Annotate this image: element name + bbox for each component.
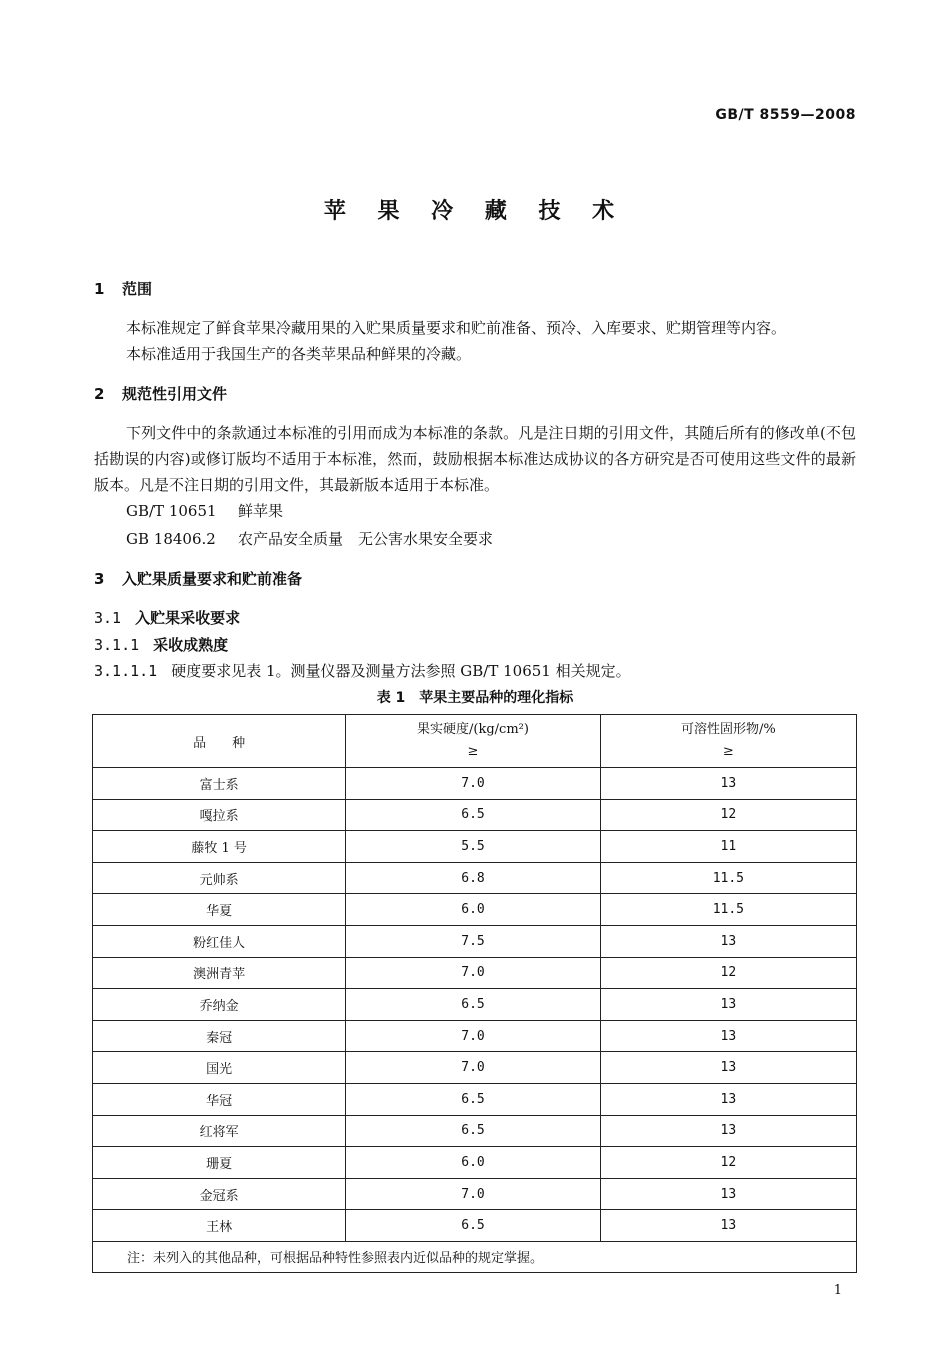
page-number: 1 [833,1283,842,1298]
cell-variety: 国光 [93,1052,346,1084]
document-code: GB/T 8559—2008 [715,107,856,123]
header-hardness-symbol: ≥ [467,744,479,759]
cell-hardness: 7.0 [346,957,600,989]
cell-hardness: 6.0 [346,894,600,926]
cell-variety: 乔纳金 [93,989,346,1021]
reference-name: 鲜苹果 [238,502,284,520]
section-title: 入贮果采收要求 [135,609,241,627]
section-number: 3.1.1.1 [94,662,158,680]
header-variety: 品 种 [93,715,346,768]
section-1-heading [94,278,152,299]
cell-hardness: 6.5 [346,1210,600,1242]
header-solids-symbol: ≥ [722,744,734,759]
variety-indicator-table [92,714,857,1273]
table-row [93,989,857,1021]
header-solids [600,715,856,768]
cell-solids: 13 [600,768,856,800]
cell-solids: 11.5 [600,894,856,926]
section-3-1-1-1-clause [94,658,631,684]
cell-solids: 13 [600,1083,856,1115]
cell-variety: 珊夏 [93,1147,346,1179]
reference-code: GB 18406.2 [126,530,216,548]
cell-variety: 富士系 [93,768,346,800]
cell-solids: 11.5 [600,862,856,894]
cell-hardness: 6.5 [346,799,600,831]
cell-hardness: 6.0 [346,1147,600,1179]
cell-solids: 11 [600,831,856,863]
cell-solids: 12 [600,957,856,989]
table-row [93,768,857,800]
reference-name: 农产品安全质量 无公害水果安全要求 [238,530,494,548]
table-row [93,1083,857,1115]
header-hardness-label: 果实硬度/(kg/cm²) [417,722,529,737]
cell-variety: 澳洲青苹 [93,957,346,989]
cell-solids: 13 [600,1210,856,1242]
cell-hardness: 6.5 [346,1115,600,1147]
section-2-paragraph: 下列文件中的条款通过本标准的引用而成为本标准的条款。凡是注日期的引用文件，其随后所有的修改单(不包括勘误的内容)或修订版均不适用于本标准，然而，鼓励根据本标准达成协议的各方研究是否可使用这些文件的最新版本。凡是不注日期的引用文件，其最新版本适用于本标准。 [94,424,856,494]
cell-variety: 华冠 [93,1083,346,1115]
table-header-row [93,715,857,768]
cell-variety: 红将军 [93,1115,346,1147]
section-title: 规范性引用文件 [122,385,228,403]
table-row [93,831,857,863]
cell-hardness: 7.0 [346,1052,600,1084]
cell-hardness: 7.0 [346,1178,600,1210]
cell-hardness: 6.8 [346,862,600,894]
table-note-row [93,1241,857,1272]
header-hardness [346,715,600,768]
cell-variety: 王林 [93,1210,346,1242]
section-number: 3.1 [94,609,122,627]
header-solids-label: 可溶性固形物/% [680,722,776,737]
section-3-heading [94,568,302,589]
section-number: 1 [94,280,105,298]
section-3-1-heading [94,607,240,628]
cell-solids: 13 [600,1052,856,1084]
section-3-1-1-heading [94,634,228,655]
section-title: 采收成熟度 [153,636,229,654]
table-row [93,894,857,926]
cell-variety: 秦冠 [93,1020,346,1052]
reference-item [126,528,493,549]
cell-solids: 12 [600,799,856,831]
document-title: 苹 果 冷 藏 技 术 [323,199,627,224]
table-row [93,1178,857,1210]
section-title: 入贮果质量要求和贮前准备 [122,570,303,588]
cell-solids: 13 [600,1020,856,1052]
table-row [93,1147,857,1179]
section-1-paragraph-2: 本标准适用于我国生产的各类苹果品种鲜果的冷藏。 [126,345,472,363]
reference-item [126,500,283,521]
cell-solids: 12 [600,1147,856,1179]
section-1-paragraph-1: 本标准规定了鲜食苹果冷藏用果的入贮果质量要求和贮前准备、预冷、入库要求、贮期管理等内容。 [126,319,787,337]
cell-variety: 嘎拉系 [93,799,346,831]
table-row [93,1210,857,1242]
table-row [93,1115,857,1147]
cell-variety: 华夏 [93,894,346,926]
cell-hardness: 6.5 [346,989,600,1021]
clause-text: 硬度要求见表 1。测量仪器及测量方法参照 GB/T 10651 相关规定。 [171,662,631,680]
cell-solids: 13 [600,989,856,1021]
section-title: 范围 [122,280,153,298]
table-row [93,862,857,894]
cell-solids: 13 [600,1178,856,1210]
cell-hardness: 7.5 [346,925,600,957]
table-note: 注：未列入的其他品种，可根据品种特性参照表内近似品种的规定掌握。 [93,1241,857,1272]
table-row [93,799,857,831]
section-number: 3.1.1 [94,636,140,654]
cell-variety: 粉红佳人 [93,925,346,957]
cell-variety: 金冠系 [93,1178,346,1210]
section-2-heading [94,383,227,404]
cell-hardness: 5.5 [346,831,600,863]
table-row [93,957,857,989]
table-caption: 表 1 苹果主要品种的理化指标 [376,690,574,706]
cell-solids: 13 [600,1115,856,1147]
table-row [93,925,857,957]
table-row [93,1052,857,1084]
cell-solids: 13 [600,925,856,957]
cell-variety: 元帅系 [93,862,346,894]
reference-code: GB/T 10651 [126,502,217,520]
cell-hardness: 6.5 [346,1083,600,1115]
cell-hardness: 7.0 [346,768,600,800]
cell-hardness: 7.0 [346,1020,600,1052]
section-number: 3 [94,570,105,588]
cell-variety: 藤牧 1 号 [93,831,346,863]
table-row [93,1020,857,1052]
section-number: 2 [94,385,105,403]
